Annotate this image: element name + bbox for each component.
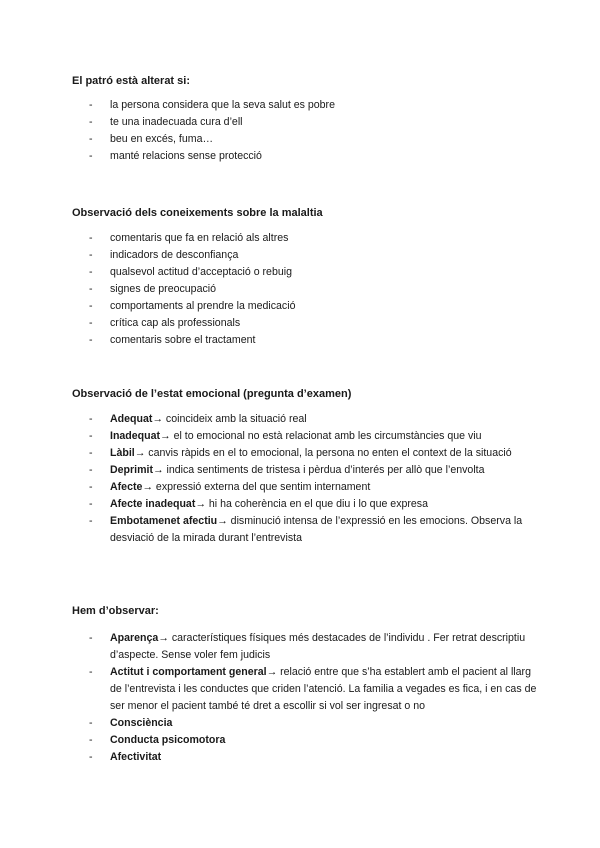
section-heading: Observació de l’estat emocional (pregunta d’examen) <box>72 388 352 400</box>
item-term: Afectivitat <box>110 751 162 763</box>
dash-bullet: - <box>89 266 93 278</box>
section-disease-knowledge <box>72 206 542 349</box>
dash-bullet: - <box>89 717 93 729</box>
dash-bullet: - <box>89 99 93 111</box>
list-item <box>72 411 542 428</box>
list-item <box>72 445 542 462</box>
item-text: → disminució intensa de l’expressió en les emocions. Observa la desviació de la mirada durant l’entrevista <box>110 515 523 544</box>
item-term: Adequat <box>110 413 153 425</box>
item-text: qualsevol actitud d’acceptació o rebuig <box>110 266 292 278</box>
dash-bullet: - <box>89 249 93 261</box>
item-text: → característiques físiques més destacades de l’individu . Fer retrat descriptiu d’aspecte. Sense voler fem judicis <box>110 632 526 661</box>
item-text: te una inadecuada cura d’ell <box>110 116 243 128</box>
dash-bullet: - <box>89 666 93 678</box>
dash-bullet: - <box>89 447 93 459</box>
list-item <box>72 332 542 349</box>
item-text: signes de preocupació <box>110 283 217 295</box>
item-text: beu en excés, fuma… <box>110 133 214 145</box>
dash-bullet: - <box>89 751 93 763</box>
list-item <box>72 630 542 664</box>
list-item <box>72 462 542 479</box>
dash-bullet: - <box>89 632 93 644</box>
list-item <box>72 298 542 315</box>
item-text: → canvis ràpids en el to emocional, la persona no enten el context de la situació <box>134 447 512 459</box>
item-text: comentaris sobre el tractament <box>110 334 256 346</box>
item-text: indicadors de desconfiança <box>110 249 239 261</box>
dash-bullet: - <box>89 116 93 128</box>
list-item <box>72 97 542 114</box>
list-item <box>72 281 542 298</box>
item-text: → el to emocional no està relacionat amb les circumstàncies que viu <box>160 430 482 442</box>
bullet-list <box>72 411 542 547</box>
bullet-list <box>72 630 542 766</box>
list-item <box>72 513 542 547</box>
dash-bullet: - <box>89 430 93 442</box>
item-text: crítica cap als professionals <box>110 317 241 329</box>
item-term: Afecte inadequat <box>110 498 196 510</box>
list-item <box>72 749 542 766</box>
dash-bullet: - <box>89 481 93 493</box>
section-pattern-altered <box>72 74 542 165</box>
list-item <box>72 479 542 496</box>
item-text: → expressió externa del que sentim internament <box>142 481 371 493</box>
item-text: comportaments al prendre la medicació <box>110 300 296 312</box>
item-text: → indica sentiments de tristesa i pèrdua d’interés per allò que l’envolta <box>152 464 485 476</box>
item-term: Deprimit <box>110 464 153 476</box>
dash-bullet: - <box>89 317 93 329</box>
item-text: comentaris que fa en relació als altres <box>110 232 289 244</box>
item-text: → relació entre que s’ha establert amb el pacient al llarg de l’entrevista i les conductes que criden l’atenció. La familia a vegades es fica, i en cas de ser menor el pacient també té dret a escollir si vol ser ingresat o no <box>110 666 537 712</box>
item-text: manté relacions sense protecció <box>110 150 262 162</box>
list-item <box>72 148 542 165</box>
item-term: Inadequat <box>110 430 161 442</box>
dash-bullet: - <box>89 413 93 425</box>
bullet-list <box>72 230 542 349</box>
bullet-list <box>72 97 542 165</box>
section-heading: Observació dels coneixements sobre la malaltia <box>72 207 323 219</box>
item-term: Aparença <box>110 632 159 644</box>
item-term: Conducta psicomotora <box>110 734 226 746</box>
list-item <box>72 715 542 732</box>
section-observe <box>72 604 542 766</box>
list-item <box>72 496 542 513</box>
item-term: Consciència <box>110 717 173 729</box>
dash-bullet: - <box>89 515 93 527</box>
item-text: → hi ha coherència en el que diu i lo que expresa <box>195 498 428 510</box>
section-heading: El patró està alterat si: <box>72 75 190 87</box>
dash-bullet: - <box>89 300 93 312</box>
section-heading: Hem d’observar: <box>72 605 159 617</box>
dash-bullet: - <box>89 150 93 162</box>
list-item <box>72 264 542 281</box>
list-item <box>72 247 542 264</box>
list-item <box>72 131 542 148</box>
item-term: Embotamenet afectiu <box>110 515 218 527</box>
list-item <box>72 664 542 715</box>
dash-bullet: - <box>89 334 93 346</box>
item-text: la persona considera que la seva salut es pobre <box>110 99 335 111</box>
item-term: Actitut i comportament general <box>110 666 267 678</box>
dash-bullet: - <box>89 464 93 476</box>
list-item <box>72 732 542 749</box>
dash-bullet: - <box>89 283 93 295</box>
list-item <box>72 315 542 332</box>
item-term: Afecte <box>110 481 143 493</box>
section-emotional-state <box>72 387 542 547</box>
list-item <box>72 428 542 445</box>
list-item <box>72 114 542 131</box>
dash-bullet: - <box>89 498 93 510</box>
item-term: Làbil <box>110 447 135 459</box>
dash-bullet: - <box>89 734 93 746</box>
dash-bullet: - <box>89 232 93 244</box>
item-text: → coincideix amb la situació real <box>152 413 307 425</box>
dash-bullet: - <box>89 133 93 145</box>
list-item <box>72 230 542 247</box>
